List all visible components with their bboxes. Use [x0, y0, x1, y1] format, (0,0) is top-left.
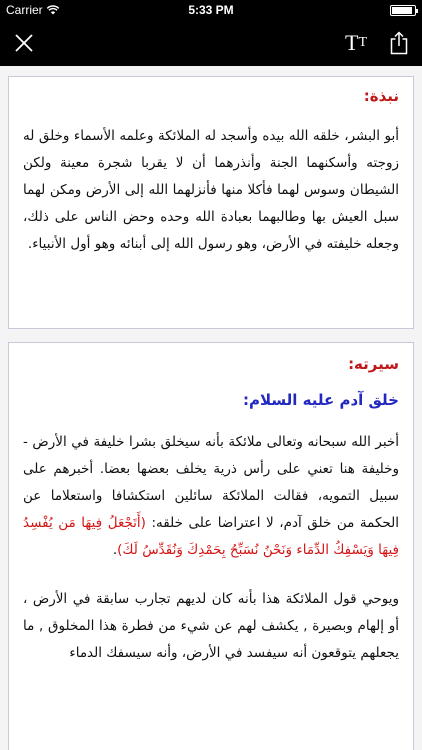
content-scroll-area[interactable] [0, 66, 422, 750]
close-icon [14, 33, 34, 53]
biography-subheading: خلق آدم عليه السلام: [243, 391, 399, 409]
biography-paragraph-1-end: . [112, 542, 118, 558]
navigation-bar [0, 20, 422, 66]
biography-paragraph-1-text: أخبر الله سبحانه وتعالى ملائكة بأنه سيخلق بشرا خليفة في الأرض - وخليفة هنا تعني على رأس ذرية يخلف بعضها بعضا. أخبرهم على سبيل التمويه، فقالت الملائكة سائلين استكشافا واستعلاما عن الحكمة من خلق آدم، لا اعتراضا على خلقه: [23, 434, 400, 531]
quran-verse: (أَتَجْعَلُ فِيهَا مَن يُفْسِدُ فِيهَا وَيَسْفِكُ الدِّمَاء وَنَحْنُ نُسَبِّحُ بِحَمْدِكَ وَنُقَدِّسُ لَكَ) [23, 515, 399, 558]
battery-icon [390, 5, 416, 16]
summary-card [8, 76, 414, 329]
close-button[interactable] [8, 20, 40, 66]
status-time: 5:33 PM [188, 3, 234, 17]
text-size-small-glyph: T [358, 35, 367, 50]
battery-fill [392, 7, 412, 14]
biography-paragraph-2: ويوحي قول الملائكة هذا بأنه كان لديهم تجارب سابقة في الأرض ، أو إلهام وبصيرة , يكشف لهم عن شيء من فطرة هذا المخلوق , ما يجعلهم يتوقعون أنه سيفسد في الأرض، وأنه سيسفك الدماء [23, 591, 399, 661]
share-button[interactable] [384, 20, 414, 66]
biography-card [8, 342, 414, 750]
share-icon [390, 31, 408, 55]
carrier-label: Carrier [6, 3, 43, 17]
biography-paragraph-1 [23, 429, 399, 564]
summary-text: أبو البشر، خلقه الله بيده وأسجد له الملائكة وعلمه الأسماء وخلق له زوجته وأسكنهما الجنة وأنذرهما أن لا يقربا شجرة معينة ولكن الشيطان وسوس لهما فأكلا منها فأنزلهما الله إلى الأرض ومكن لهما سبل العيش بها وطالبهما بعبادة الله وحده وحض الناس على ذلك، وجعله خليفته في الأرض، وهو رسول الله إلى أبنائه وهو أول الأنبياء. [23, 128, 399, 252]
text-size-large-glyph: T [344, 30, 359, 55]
status-bar [0, 0, 422, 20]
biography-heading: سيرته: [348, 355, 399, 373]
text-size-button[interactable] [338, 20, 374, 66]
summary-heading: نبذة: [363, 87, 399, 105]
